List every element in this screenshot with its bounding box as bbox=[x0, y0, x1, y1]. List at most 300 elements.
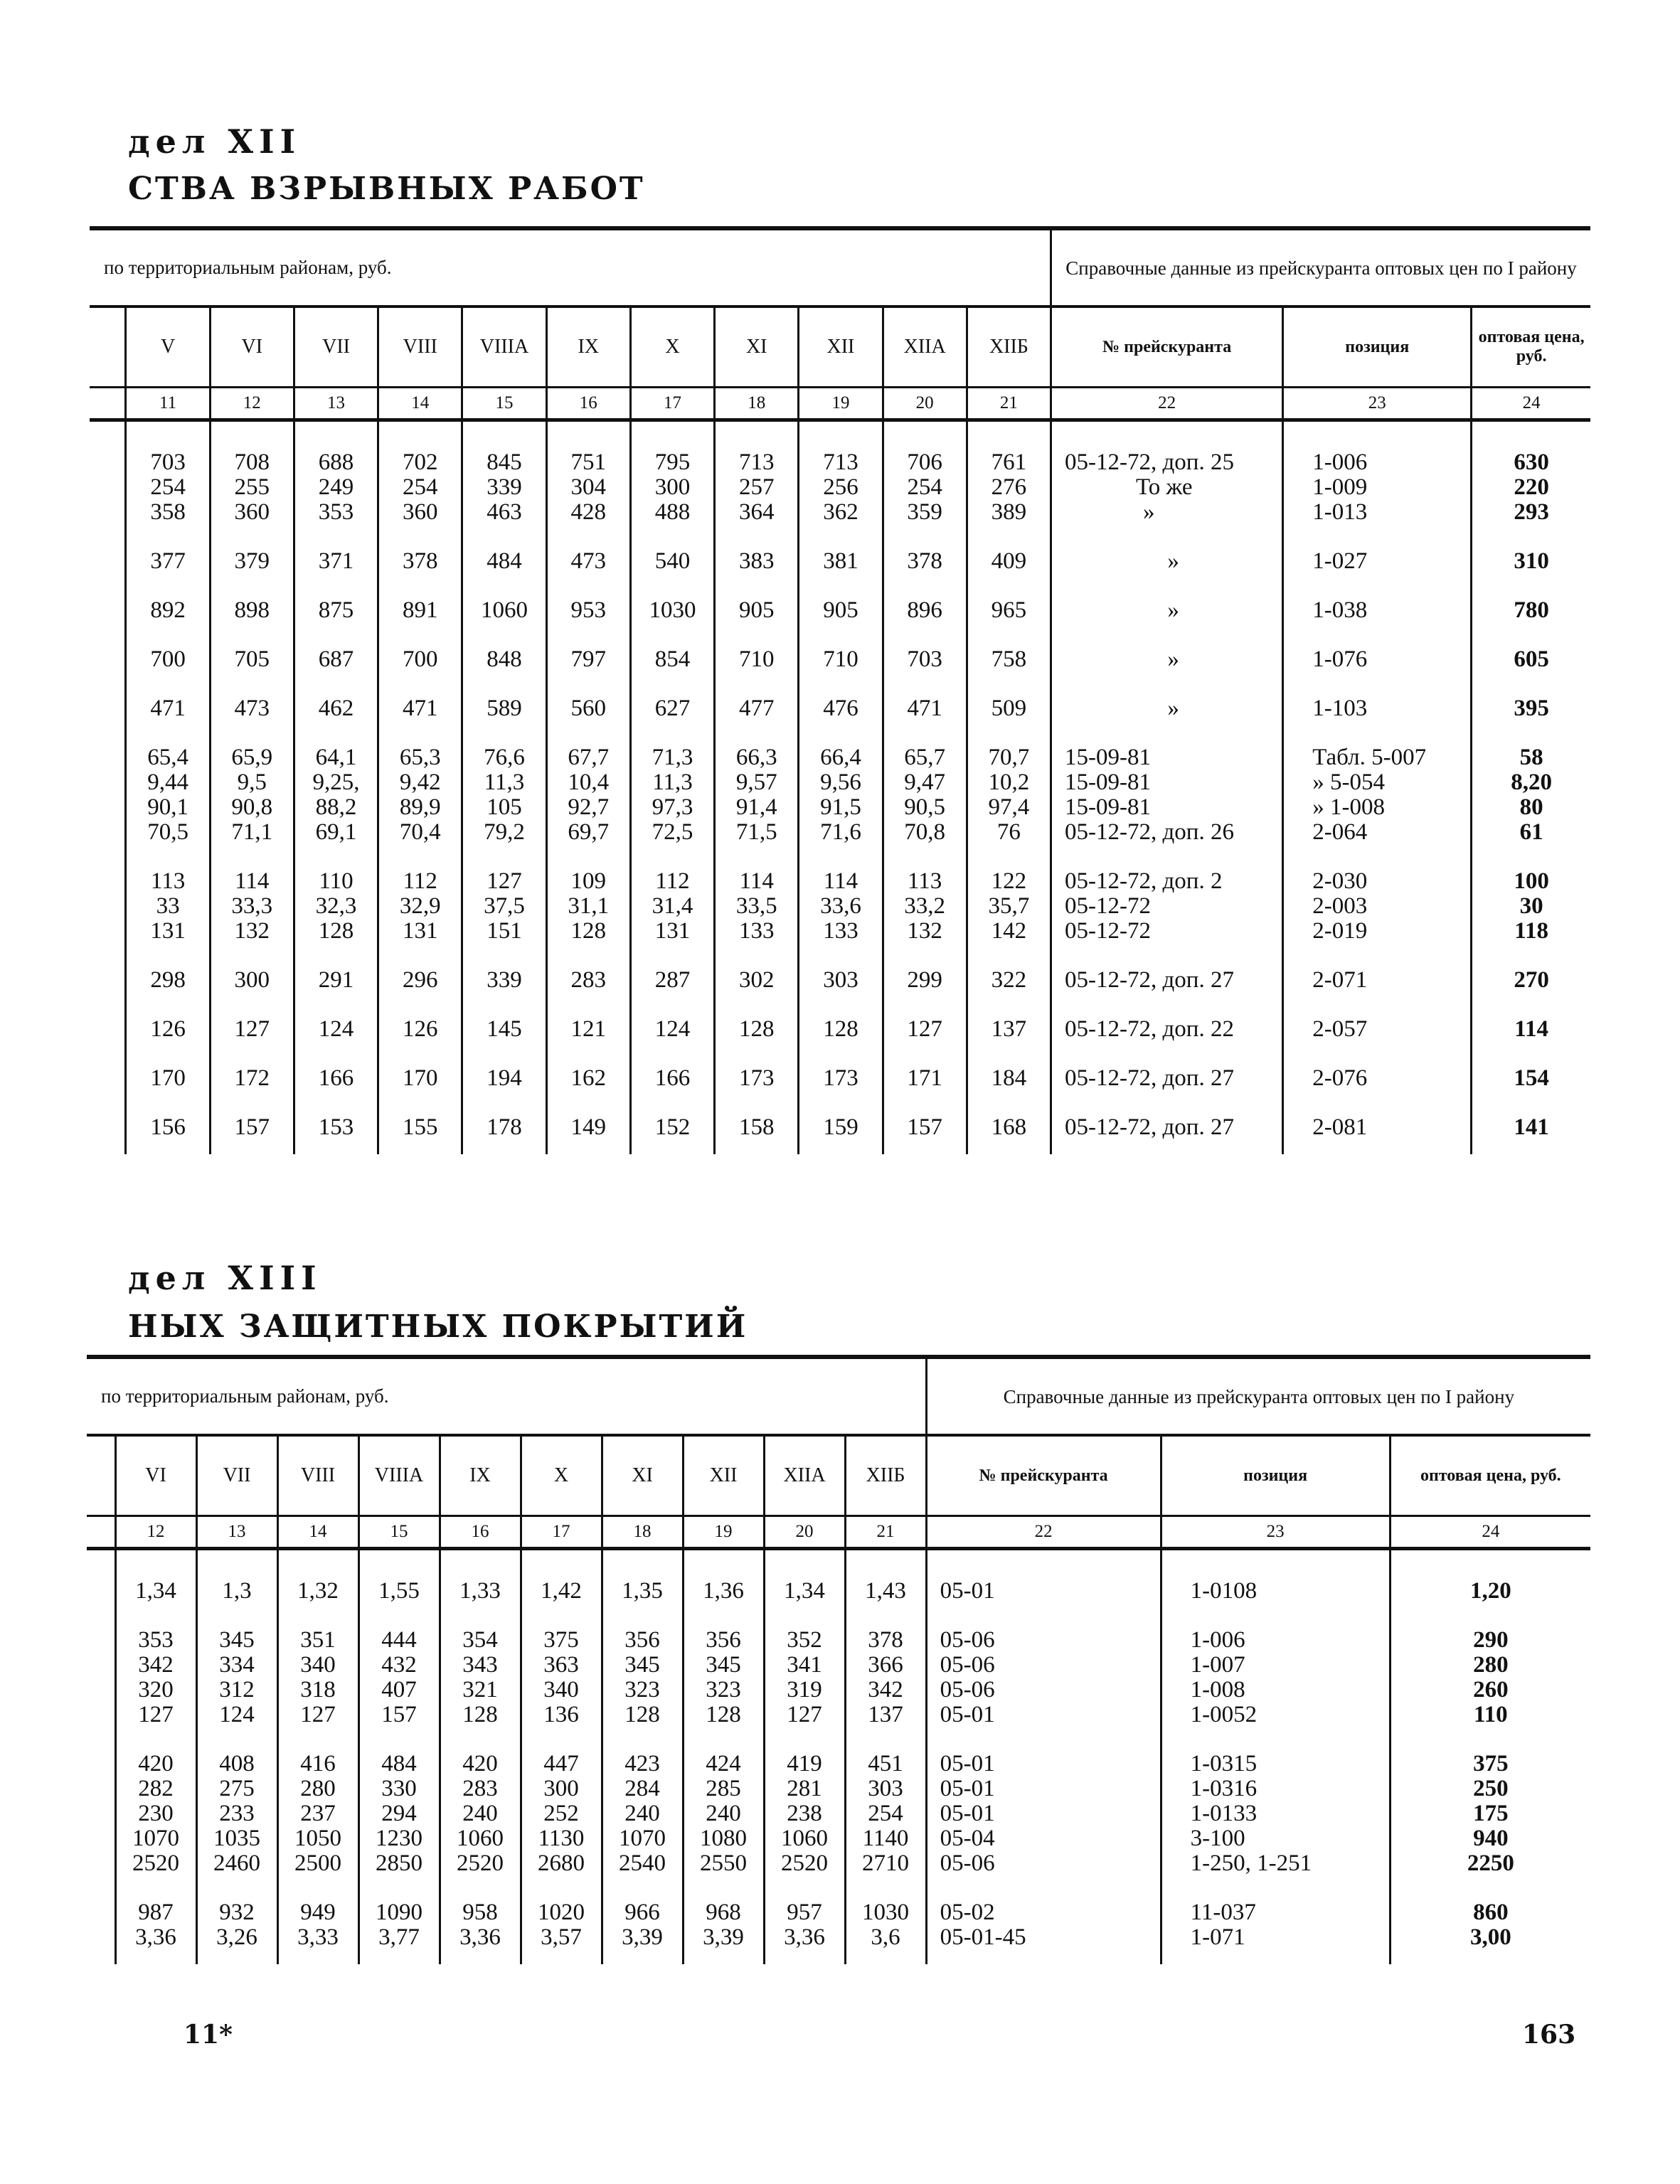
cell-value: 127 bbox=[300, 1702, 336, 1727]
cell-value: 05-12-72 bbox=[1065, 918, 1152, 944]
cell-value: 132 bbox=[907, 918, 942, 944]
cell-value: 2250 bbox=[1467, 1850, 1514, 1876]
cell-value: 168 bbox=[991, 1114, 1027, 1140]
table-cell bbox=[462, 735, 546, 859]
column-header: XI bbox=[602, 1435, 683, 1516]
cell-value: 128 bbox=[318, 918, 354, 944]
table-cell bbox=[358, 1742, 440, 1890]
cell-value: 1,33 bbox=[459, 1578, 501, 1604]
table-row bbox=[90, 420, 1590, 540]
table-cell bbox=[715, 637, 799, 686]
cell-value: 249 bbox=[318, 474, 354, 500]
table-cell bbox=[1472, 1007, 1590, 1056]
column-number: 23 bbox=[1161, 1516, 1390, 1549]
cell-value: 463 bbox=[487, 499, 522, 525]
column-number: 12 bbox=[115, 1516, 196, 1549]
cell-value: 300 bbox=[234, 967, 270, 993]
cell-value: 240 bbox=[462, 1801, 498, 1826]
table-cell bbox=[1283, 1056, 1472, 1105]
cell-value: 407 bbox=[381, 1677, 417, 1703]
table-cell bbox=[546, 637, 630, 686]
cell-value: 905 bbox=[823, 597, 858, 623]
table-cell bbox=[883, 1056, 967, 1105]
cell-value: 473 bbox=[570, 548, 606, 574]
cell-value: 132 bbox=[234, 918, 270, 944]
cell-value: 9,44 bbox=[147, 769, 188, 795]
cell-value: 70,7 bbox=[988, 745, 1030, 770]
table-row bbox=[90, 637, 1590, 686]
cell-value: 121 bbox=[570, 1016, 606, 1042]
cell-value: 2-076 bbox=[1312, 1065, 1368, 1091]
cell-value: 360 bbox=[403, 499, 438, 525]
leading-cell bbox=[87, 1618, 115, 1742]
cell-value: 605 bbox=[1514, 646, 1549, 672]
table-cell bbox=[630, 1007, 714, 1056]
table-cell bbox=[126, 1007, 210, 1056]
cell-value: 114 bbox=[1514, 1016, 1548, 1042]
cell-value: 896 bbox=[907, 597, 942, 623]
cell-value: 383 bbox=[738, 548, 775, 574]
cell-value: 166 bbox=[654, 1065, 691, 1091]
column-header: VII bbox=[196, 1435, 277, 1516]
table-cell bbox=[1051, 1007, 1283, 1056]
column-header: XIIБ bbox=[845, 1435, 926, 1516]
cell-value: 1080 bbox=[700, 1826, 747, 1851]
cell-value: 424 bbox=[706, 1751, 741, 1777]
section-13-title: НЫХ ЗАЩИТНЫХ ПОКРЫТИЙ bbox=[128, 1309, 748, 1345]
cell-value: 100 bbox=[1514, 868, 1549, 894]
cell-value: 310 bbox=[1514, 548, 1549, 574]
cell-value: 375 bbox=[1473, 1751, 1509, 1777]
table-cell bbox=[799, 588, 883, 637]
table-row bbox=[90, 735, 1590, 859]
cell-value: 11,3 bbox=[652, 769, 693, 795]
table-cell bbox=[378, 958, 462, 1007]
cell-value: 303 bbox=[868, 1776, 903, 1801]
cell-value: 270 bbox=[1514, 967, 1549, 993]
cell-value: 9,42 bbox=[399, 769, 441, 795]
table-cell bbox=[1283, 539, 1472, 588]
cell-value: 589 bbox=[487, 696, 522, 721]
cell-value: 371 bbox=[318, 548, 354, 574]
table-cell bbox=[1161, 1618, 1390, 1742]
cell-value: 255 bbox=[234, 474, 270, 500]
cell-value: 114 bbox=[235, 868, 270, 894]
cell-value: 05-01 bbox=[940, 1578, 995, 1604]
table-cell bbox=[115, 1742, 196, 1890]
table-cell bbox=[1161, 1890, 1390, 1964]
table-cell bbox=[630, 1056, 714, 1105]
table-cell bbox=[546, 686, 630, 735]
table-cell bbox=[378, 588, 462, 637]
cell-value: 1020 bbox=[538, 1900, 585, 1925]
cell-value: 128 bbox=[706, 1702, 741, 1727]
cell-value: 30 bbox=[1519, 893, 1543, 919]
table-row bbox=[90, 686, 1590, 735]
cell-value: 8,20 bbox=[1511, 769, 1552, 795]
cell-value: 1,20 bbox=[1469, 1578, 1511, 1604]
cell-value: 281 bbox=[787, 1776, 822, 1801]
cell-value: 860 bbox=[1473, 1900, 1509, 1925]
table-cell bbox=[1051, 539, 1283, 588]
cell-value: 751 bbox=[570, 449, 606, 475]
table-cell bbox=[764, 1618, 845, 1742]
cell-value: 131 bbox=[654, 918, 691, 944]
table-cell bbox=[358, 1890, 440, 1964]
cell-value: 05-12-72, доп. 27 bbox=[1065, 967, 1234, 993]
cell-value: 110 bbox=[1474, 1702, 1508, 1727]
cell-value: 291 bbox=[318, 967, 354, 993]
cell-value: 780 bbox=[1514, 597, 1549, 623]
cell-value: 157 bbox=[907, 1114, 942, 1140]
cell-value: 65,3 bbox=[399, 745, 441, 770]
cell-value: 875 bbox=[318, 597, 354, 623]
cell-value: 238 bbox=[787, 1801, 822, 1826]
table-cell bbox=[967, 1007, 1051, 1056]
cell-value: 254 bbox=[907, 474, 942, 500]
table-cell bbox=[602, 1742, 683, 1890]
cell-value: 710 bbox=[738, 646, 775, 672]
table-cell bbox=[967, 420, 1051, 540]
cell-value: 05-01-45 bbox=[940, 1924, 1026, 1950]
cell-value: 97,3 bbox=[652, 794, 693, 820]
table-row bbox=[87, 1549, 1590, 1619]
table-row bbox=[87, 1618, 1590, 1742]
column-number: 19 bbox=[683, 1516, 764, 1549]
cell-value: 447 bbox=[543, 1751, 579, 1777]
cell-value: 15-09-81 bbox=[1065, 745, 1152, 770]
cell-value: 703 bbox=[150, 449, 186, 475]
cell-value: 128 bbox=[738, 1016, 775, 1042]
cell-value: 339 bbox=[487, 474, 522, 500]
table-cell bbox=[1472, 539, 1590, 588]
cell-value: 3-100 bbox=[1190, 1826, 1245, 1851]
cell-value: 389 bbox=[991, 499, 1027, 525]
cell-value: 76,6 bbox=[484, 745, 525, 770]
cell-value: 05-01 bbox=[940, 1776, 995, 1801]
cell-value: 128 bbox=[823, 1016, 858, 1042]
cell-value: 343 bbox=[462, 1652, 498, 1678]
table-cell bbox=[799, 686, 883, 735]
cell-value: 133 bbox=[823, 918, 858, 944]
cell-value: 90,8 bbox=[231, 794, 273, 820]
cell-value: 1-038 bbox=[1312, 597, 1368, 623]
cell-value: 252 bbox=[543, 1801, 579, 1826]
cell-value: » bbox=[1167, 597, 1179, 623]
column-number: 16 bbox=[546, 388, 630, 420]
leading-cell bbox=[90, 588, 126, 637]
cell-value: 477 bbox=[738, 696, 775, 721]
column-header: X bbox=[630, 307, 714, 388]
table-cell bbox=[967, 686, 1051, 735]
cell-value: 340 bbox=[300, 1652, 336, 1678]
cell-value: 360 bbox=[234, 499, 270, 525]
cell-value: 284 bbox=[624, 1776, 660, 1801]
table-cell bbox=[764, 1549, 845, 1619]
cell-value: 848 bbox=[487, 646, 522, 672]
table-cell bbox=[799, 637, 883, 686]
cell-value: 375 bbox=[543, 1627, 579, 1653]
column-number: 15 bbox=[358, 1516, 440, 1549]
cell-value: 230 bbox=[138, 1801, 174, 1826]
cell-value: 560 bbox=[570, 696, 606, 721]
table-cell bbox=[883, 859, 967, 958]
column-header: оптовая цена, руб. bbox=[1390, 1435, 1590, 1516]
column-header: XI bbox=[715, 307, 799, 388]
cell-value: 1-0108 bbox=[1190, 1578, 1258, 1604]
cell-value: 1-071 bbox=[1190, 1924, 1245, 1950]
cell-value: 114 bbox=[739, 868, 774, 894]
cell-value: 175 bbox=[1473, 1801, 1509, 1826]
cell-value: 71,3 bbox=[652, 745, 693, 770]
cell-value: 1060 bbox=[457, 1826, 504, 1851]
table-cell bbox=[196, 1742, 277, 1890]
cell-value: 05-01 bbox=[940, 1801, 995, 1826]
column-number: 13 bbox=[196, 1516, 277, 1549]
table-cell bbox=[1390, 1618, 1590, 1742]
table-cell bbox=[1472, 859, 1590, 958]
cell-value: 97,4 bbox=[988, 794, 1030, 820]
cell-value: 444 bbox=[381, 1627, 417, 1653]
cell-value: 15-09-81 bbox=[1065, 769, 1152, 795]
cell-value: 484 bbox=[381, 1751, 417, 1777]
table-cell bbox=[799, 1105, 883, 1154]
cell-value: 173 bbox=[823, 1065, 858, 1091]
table-cell bbox=[1390, 1890, 1590, 1964]
cell-value: 1-009 bbox=[1312, 474, 1368, 500]
cell-value: 1,32 bbox=[297, 1578, 339, 1604]
table-cell bbox=[630, 1105, 714, 1154]
cell-value: 65,4 bbox=[147, 745, 188, 770]
table-cell bbox=[115, 1549, 196, 1619]
table-cell bbox=[715, 420, 799, 540]
cell-value: 237 bbox=[300, 1801, 336, 1826]
cell-value: 1-006 bbox=[1312, 449, 1368, 475]
table-cell bbox=[462, 637, 546, 686]
table-cell bbox=[967, 539, 1051, 588]
table-cell bbox=[210, 1007, 294, 1056]
cell-value: 1,34 bbox=[135, 1578, 176, 1604]
table-cell bbox=[1051, 1105, 1283, 1154]
cell-value: 296 bbox=[403, 967, 438, 993]
cell-value: 420 bbox=[462, 1751, 498, 1777]
table-cell bbox=[210, 1056, 294, 1105]
cell-value: 1060 bbox=[481, 597, 528, 623]
cell-value: 473 bbox=[234, 696, 270, 721]
cell-value: 2-030 bbox=[1312, 868, 1368, 894]
cell-value: 65,9 bbox=[231, 745, 273, 770]
cell-value: 627 bbox=[654, 696, 691, 721]
table-cell bbox=[294, 420, 378, 540]
cell-value: 105 bbox=[487, 794, 522, 820]
column-header: VIIIA bbox=[358, 1435, 440, 1516]
table-cell bbox=[630, 588, 714, 637]
table-cell bbox=[440, 1742, 521, 1890]
cell-value: 282 bbox=[138, 1776, 174, 1801]
table-cell bbox=[126, 588, 210, 637]
table-cell bbox=[210, 859, 294, 958]
leading-column-number bbox=[87, 1516, 115, 1549]
cell-value: 3,77 bbox=[378, 1924, 420, 1950]
table-cell bbox=[883, 1007, 967, 1056]
cell-value: 92,7 bbox=[568, 794, 610, 820]
cell-value: 540 bbox=[654, 548, 691, 574]
cell-value: 339 bbox=[487, 967, 522, 993]
table-cell bbox=[440, 1549, 521, 1619]
table-cell bbox=[196, 1549, 277, 1619]
column-number: 24 bbox=[1472, 388, 1590, 420]
table-cell bbox=[1283, 958, 1472, 1007]
cell-value: 334 bbox=[219, 1652, 255, 1678]
table-cell bbox=[378, 539, 462, 588]
table-cell bbox=[126, 1105, 210, 1154]
cell-value: 1,55 bbox=[378, 1578, 420, 1604]
cell-value: 758 bbox=[991, 646, 1027, 672]
table-cell bbox=[1283, 686, 1472, 735]
table-cell bbox=[294, 958, 378, 1007]
cell-value: 1035 bbox=[213, 1826, 260, 1851]
table-cell bbox=[1283, 1105, 1472, 1154]
table-cell bbox=[926, 1549, 1161, 1619]
cell-value: 61 bbox=[1519, 819, 1543, 845]
cell-value: 428 bbox=[570, 499, 606, 525]
column-number: 24 bbox=[1390, 1516, 1590, 1549]
cell-value: 170 bbox=[403, 1065, 438, 1091]
column-header: IX bbox=[440, 1435, 521, 1516]
cell-value: 10,2 bbox=[988, 769, 1030, 795]
column-header: V bbox=[126, 307, 210, 388]
cell-value: 3,36 bbox=[459, 1924, 501, 1950]
table-cell bbox=[378, 735, 462, 859]
cell-value: 05-12-72, доп. 25 bbox=[1065, 449, 1234, 475]
table-cell bbox=[683, 1549, 764, 1619]
table-cell bbox=[378, 686, 462, 735]
cell-value: 304 bbox=[570, 474, 606, 500]
cell-value: 149 bbox=[570, 1114, 606, 1140]
cell-value: 1060 bbox=[781, 1826, 828, 1851]
column-header: X bbox=[521, 1435, 602, 1516]
table-cell bbox=[126, 539, 210, 588]
table-cell bbox=[602, 1549, 683, 1619]
cell-value: 91,4 bbox=[735, 794, 777, 820]
cell-value: 240 bbox=[706, 1801, 741, 1826]
table-cell bbox=[683, 1742, 764, 1890]
cell-value: 05-06 bbox=[940, 1850, 995, 1876]
cell-value: 953 bbox=[570, 597, 606, 623]
cell-value: 1050 bbox=[294, 1826, 341, 1851]
column-header: XII bbox=[799, 307, 883, 388]
cell-value: 155 bbox=[403, 1114, 438, 1140]
column-header: VIII bbox=[378, 307, 462, 388]
table-cell bbox=[546, 1056, 630, 1105]
cell-value: 233 bbox=[219, 1801, 255, 1826]
cell-value: 91,5 bbox=[820, 794, 861, 820]
cell-value: 966 bbox=[624, 1900, 660, 1925]
table-cell bbox=[378, 1105, 462, 1154]
leading-cell bbox=[90, 958, 126, 1007]
cell-value: 358 bbox=[150, 499, 186, 525]
table-cell bbox=[462, 686, 546, 735]
leading-cell bbox=[90, 686, 126, 735]
table-cell bbox=[715, 1007, 799, 1056]
cell-value: 114 bbox=[823, 868, 858, 894]
cell-value: 940 bbox=[1473, 1826, 1509, 1851]
cell-value: 1-0133 bbox=[1190, 1801, 1258, 1826]
cell-value: 05-12-72 bbox=[1065, 893, 1152, 919]
cell-value: » 1-008 bbox=[1312, 794, 1385, 820]
table-cell bbox=[126, 735, 210, 859]
table-row bbox=[90, 1007, 1590, 1056]
cell-value: 299 bbox=[907, 967, 942, 993]
table-cell bbox=[1051, 958, 1283, 1007]
cell-value: 184 bbox=[991, 1065, 1027, 1091]
table-cell bbox=[521, 1742, 602, 1890]
cell-value: 1-0052 bbox=[1190, 1702, 1258, 1727]
cell-value: 254 bbox=[403, 474, 438, 500]
cell-value: 1130 bbox=[538, 1826, 585, 1851]
cell-value: 89,9 bbox=[399, 794, 441, 820]
cell-value: 69,1 bbox=[315, 819, 357, 845]
cell-value: 90,5 bbox=[904, 794, 946, 820]
table-cell bbox=[630, 637, 714, 686]
column-number: 14 bbox=[277, 1516, 358, 1549]
column-header: VIIIA bbox=[462, 307, 546, 388]
table-cell bbox=[462, 539, 546, 588]
cell-value: 353 bbox=[318, 499, 354, 525]
leading-column-header bbox=[90, 307, 126, 388]
cell-value: 285 bbox=[706, 1776, 741, 1801]
cell-value: » bbox=[1167, 548, 1179, 574]
table-cell bbox=[926, 1618, 1161, 1742]
cell-value: 71,6 bbox=[820, 819, 861, 845]
column-number: 17 bbox=[521, 1516, 602, 1549]
table-cell bbox=[602, 1618, 683, 1742]
table-cell bbox=[210, 588, 294, 637]
cell-value: 9,25, bbox=[312, 769, 360, 795]
section-12-table bbox=[90, 226, 1590, 1154]
cell-value: 256 bbox=[823, 474, 858, 500]
table-cell bbox=[210, 686, 294, 735]
cell-value: 127 bbox=[907, 1016, 942, 1042]
table-cell bbox=[546, 859, 630, 958]
cell-value: 359 bbox=[907, 499, 942, 525]
cell-value: 1,34 bbox=[784, 1578, 825, 1604]
cell-value: 705 bbox=[234, 646, 270, 672]
column-number: 22 bbox=[1051, 388, 1283, 420]
cell-value: 136 bbox=[543, 1702, 579, 1727]
cell-value: 322 bbox=[991, 967, 1027, 993]
table-cell bbox=[126, 958, 210, 1007]
table-cell bbox=[630, 686, 714, 735]
cell-value: 932 bbox=[219, 1900, 255, 1925]
table-cell bbox=[883, 420, 967, 540]
table-cell bbox=[715, 588, 799, 637]
table-cell bbox=[294, 1056, 378, 1105]
column-header: IX bbox=[546, 307, 630, 388]
cell-value: 957 bbox=[787, 1900, 822, 1925]
cell-value: 471 bbox=[907, 696, 942, 721]
column-header: позиция bbox=[1161, 1435, 1390, 1516]
table-cell bbox=[1472, 1056, 1590, 1105]
cell-value: 700 bbox=[403, 646, 438, 672]
cell-value: 891 bbox=[403, 597, 438, 623]
cell-value: 283 bbox=[570, 967, 606, 993]
cell-value: 3,00 bbox=[1469, 1924, 1511, 1950]
section-12-label: дел XII bbox=[128, 122, 302, 161]
cell-value: 127 bbox=[487, 868, 522, 894]
cell-value: 312 bbox=[219, 1677, 255, 1703]
table-cell bbox=[1472, 735, 1590, 859]
